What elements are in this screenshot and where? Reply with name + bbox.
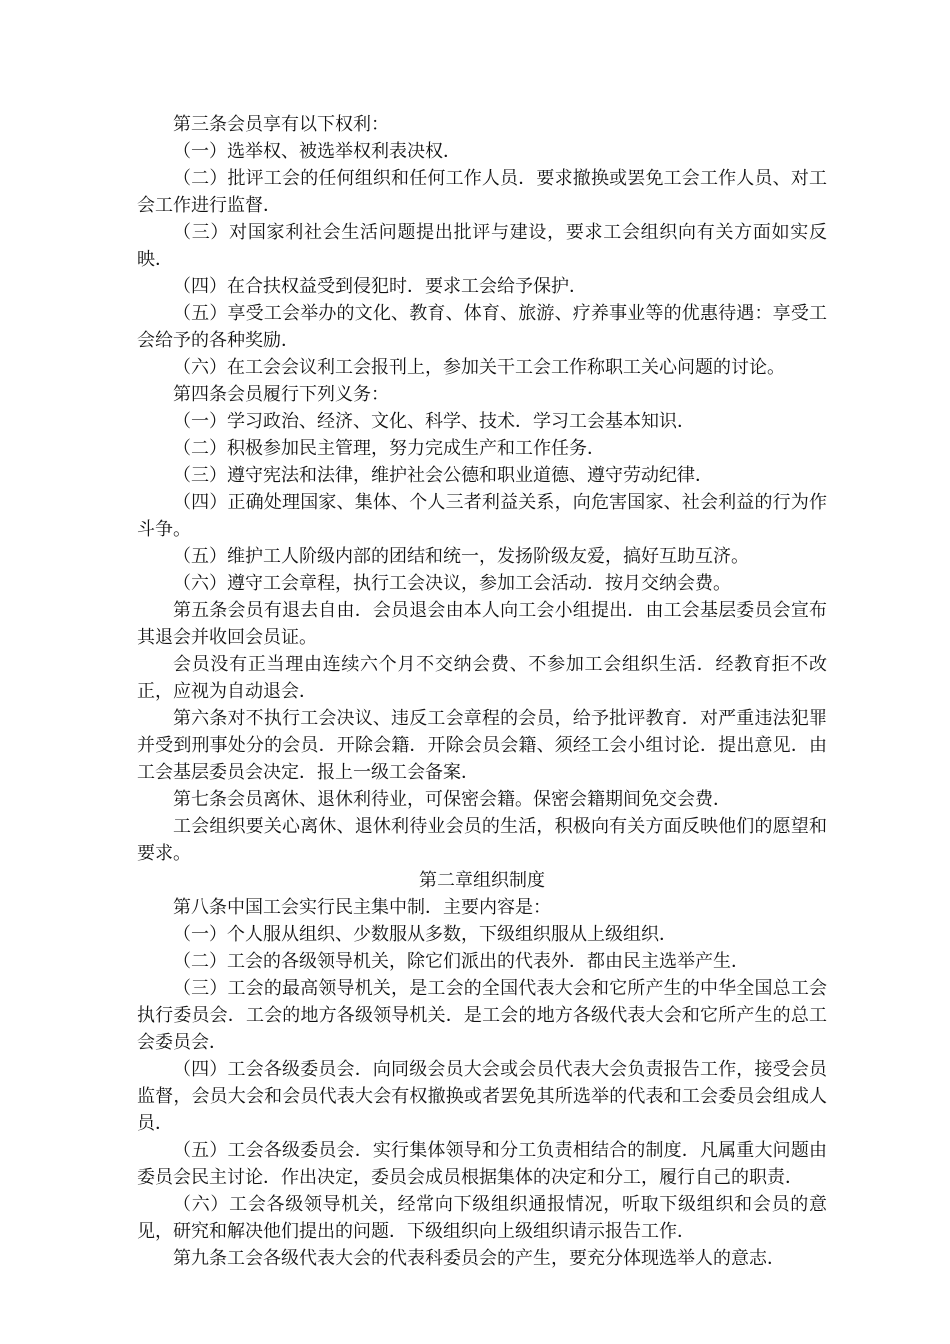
paragraph-principle-4: （四）工会各级委员会．向同级会员大会或会员代表大会负责报告工作，接受会员监督，会员大会和会员代表大会有权撤换或者罢免其所选举的代表和工会委员会组成人员． xyxy=(137,1059,827,1134)
paragraph-duty-6: （六）遵守工会章程，执行工会决议，参加工会活动．按月交纳会费。 xyxy=(173,573,731,594)
paragraph-right-3: （三）对国家利社会生活问题提出批评与建设，要求工会组织向有关方面如实反映． xyxy=(137,222,827,270)
document-page xyxy=(137,111,827,1272)
paragraph-article-4: 第四条会员履行下列义务： xyxy=(173,384,389,405)
paragraph-principle-5: （五）工会各级委员会．实行集体领导和分工负责相结合的制度．凡属重大问题由委员会民主讨论．作出决定，委员会成员根据集体的决定和分工，履行自己的职责． xyxy=(137,1140,827,1188)
paragraph-duty-1: （一）学习政治、经济、文化、科学、技术．学习工会基本知识． xyxy=(173,411,695,432)
paragraph-principle-3: （三）工会的最高领导机关，是工会的全国代表大会和它所产生的中华全国总工会执行委员会．工会的地方各级领导机关．是工会的地方各级代表大会和它所产生的总工会委员会． xyxy=(137,978,827,1053)
paragraph-retired-members: 工会组织要关心离休、退休利待业会员的生活，积极向有关方面反映他们的愿望和要求。 xyxy=(137,816,827,864)
paragraph-right-2: （二）批评工会的任何组织和任何工作人员．要求撤换或罢免工会工作人员、对工会工作进行监督． xyxy=(137,168,827,216)
paragraph-article-7: 第七条会员离休、退休利待业，可保密会籍。保密会籍期间免交会费． xyxy=(173,789,731,810)
paragraph-principle-6: （六）工会各级领导机关，经常向下级组织通报情况，听取下级组织和会员的意见，研究和解决他们提出的问题．下级组织向上级组织请示报告工作． xyxy=(137,1194,827,1242)
paragraph-duty-4: （四）正确处理国家、集体、个人三者利益关系，向危害国家、社会利益的行为作斗争。 xyxy=(137,492,827,540)
paragraph-right-6: （六）在工会会议利工会报刊上，参加关干工会工作称职工关心问题的讨论。 xyxy=(173,357,785,378)
paragraph-article-3: 第三条会员享有以下权利： xyxy=(173,114,389,135)
paragraph-principle-1: （一）个人服从组织、少数服从多数，下级组织服从上级组织． xyxy=(173,924,677,945)
paragraph-right-4: （四）在合扶权益受到侵犯时．要求工会给予保护． xyxy=(173,276,587,297)
paragraph-article-9: 第九条工会各级代表大会的代表科委员会的产生，要充分体现选举人的意志． xyxy=(173,1248,785,1269)
paragraph-duty-5: （五）维护工人阶级内部的团结和统一，发扬阶级友爱，搞好互助互济。 xyxy=(173,546,749,567)
paragraph-duty-2: （二）积极参加民主管理，努力完成生产和工作任务． xyxy=(173,438,605,459)
paragraph-article-5: 第五条会员有退去自由．会员退会由本人向工会小组提出．由工会基层委员会宣布其退会并收回会员证。 xyxy=(137,600,827,648)
paragraph-article-6: 第六条对不执行工会决议、违反工会章程的会员，给予批评教育．对严重违法犯罪并受到刑事处分的会员．开除会籍．开除会员会籍、须经工会小组讨论．提出意见．由工会基层委员会决定．报上一级工会备案． xyxy=(137,708,827,783)
chapter-heading: 第二章组织制度 xyxy=(419,870,545,891)
paragraph-article-8: 第八条中国工会实行民主集中制．主要内容是： xyxy=(173,897,551,918)
paragraph-duty-3: （三）遵守宪法和法律，维护社会公德和职业道德、遵守劳动纪律． xyxy=(173,465,713,486)
paragraph-right-5: （五）享受工会举办的文化、教育、体育、旅游、疗养事业等的优惠待遇：享受工会给予的各种奖励． xyxy=(137,303,827,351)
paragraph-auto-withdrawal: 会员没有正当理由连续六个月不交纳会费、不参加工会组织生活．经教育拒不改正，应视为自动退会． xyxy=(137,654,827,702)
paragraph-principle-2: （二）工会的各级领导机关，除它们派出的代表外．都由民主选举产生． xyxy=(173,951,749,972)
paragraph-right-1: （一）选举权、被选举权利表决权． xyxy=(173,141,461,162)
